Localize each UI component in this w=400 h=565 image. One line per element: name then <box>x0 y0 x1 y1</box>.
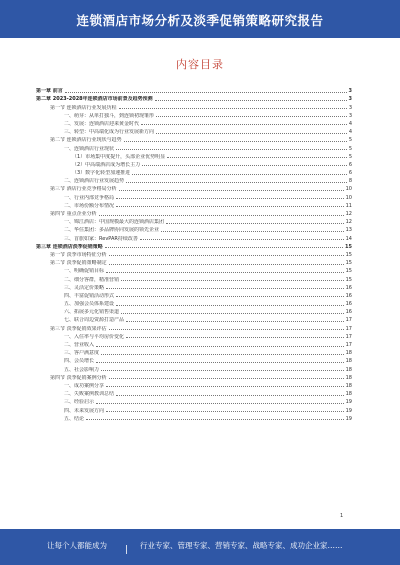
toc-leader-dots <box>126 182 347 183</box>
toc-entry-page: 18 <box>345 366 352 373</box>
toc-entry-title: 第四节 重点企业分析 <box>50 211 97 217</box>
toc-entry-title: 六、拓展多元化销售渠道 <box>64 309 120 316</box>
toc-leader-dots <box>126 337 344 338</box>
toc-entry-title: 第四节 淡季促销案例分析 <box>50 374 107 381</box>
toc-entry[interactable] <box>36 135 352 143</box>
toc-entry-page: 4 <box>348 120 352 127</box>
toc-entry-page: 13 <box>345 227 352 234</box>
toc-entry[interactable] <box>36 307 352 315</box>
toc-leader-dots <box>96 403 344 404</box>
footer-slogan-left: 让每个人都能成为 <box>47 541 107 550</box>
toc-entry-title: 一、成功案例分享 <box>64 382 105 389</box>
toc-entry-page: 18 <box>345 350 352 357</box>
toc-entry-title: 四、会员增长 <box>64 358 95 365</box>
toc-entry[interactable] <box>36 233 352 241</box>
toc-entry[interactable] <box>36 94 352 102</box>
toc-leader-dots <box>156 116 347 117</box>
toc-entry[interactable] <box>36 258 352 266</box>
toc-entry-title: 一、行业内部竞争格局 <box>64 194 115 201</box>
toc-entry[interactable] <box>36 168 352 176</box>
toc-entry-title: 第二章 2023-2028年连锁酒店市场前景及趋势预测 <box>36 96 153 103</box>
toc-entry[interactable] <box>36 176 352 184</box>
toc-entry-page: 8 <box>348 178 352 185</box>
toc-leader-dots <box>106 411 344 412</box>
toc-entry[interactable] <box>36 332 352 340</box>
toc-leader-dots <box>119 108 347 109</box>
toc-entry-title: 三、经验启示 <box>64 399 95 406</box>
toc-entry-page: 17 <box>345 325 352 332</box>
toc-leader-dots <box>124 141 347 142</box>
toc-entry[interactable] <box>36 119 352 127</box>
toc-entry-title: 一、锦江酒店：中国规模最大的连锁酒店集团 <box>64 219 165 226</box>
toc-leader-dots <box>167 157 347 158</box>
toc-leader-dots <box>116 296 344 297</box>
toc-entry-page: 3 <box>348 88 352 95</box>
toc-leader-dots <box>116 198 344 199</box>
toc-entry-title: 第三章 连锁酒店淡季促销策略 <box>36 243 103 250</box>
toc-entry-title: （3）数字化转型加速推进 <box>72 170 131 177</box>
toc-entry-page: 5 <box>348 145 352 152</box>
toc-entry-page: 12 <box>345 219 352 226</box>
footer-divider <box>126 545 127 554</box>
toc-entry-title: 五、社会影响力 <box>64 366 100 373</box>
toc-heading: 内容目录 <box>176 58 224 71</box>
toc-entry[interactable] <box>36 86 352 94</box>
toc-entry[interactable] <box>36 348 352 356</box>
toc-leader-dots <box>101 354 344 355</box>
report-header <box>0 0 400 38</box>
footer-slogan-right: 行业专家、管理专家、营销专家、战略专家、成功企业家…… <box>140 541 343 550</box>
toc-entry-title: 二、发展：连锁酒店迎来黄金时代 <box>64 120 140 127</box>
toc-leader-dots <box>109 264 344 265</box>
toc-leader-dots <box>86 419 344 420</box>
report-footer <box>0 529 400 565</box>
toc-entry-page: 15 <box>345 251 352 258</box>
toc-entry-title: 一、连锁酒店行业现状 <box>64 145 115 152</box>
toc-entry-title: 一、萌芽：从单打独斗，到连锁初现雏形 <box>64 112 155 119</box>
toc-entry-title: 四、丰富促销活动形式 <box>64 292 115 299</box>
toc-leader-dots <box>166 223 344 224</box>
page-number: 1 <box>340 513 344 519</box>
toc-leader-dots <box>161 231 344 232</box>
toc-entry-title: 三、客户满意度 <box>64 350 100 357</box>
toc-entry-page: 16 <box>345 301 352 308</box>
toc-entry[interactable] <box>36 102 352 110</box>
toc-leader-dots <box>116 149 347 150</box>
toc-entry[interactable] <box>36 160 352 168</box>
toc-leader-dots <box>106 386 344 387</box>
table-of-contents <box>36 86 352 422</box>
toc-leader-dots <box>121 280 344 281</box>
toc-entry-page: 16 <box>345 309 352 316</box>
toc-entry-page: 18 <box>345 374 352 381</box>
toc-entry-page: 14 <box>345 235 352 242</box>
toc-entry-page: 3 <box>348 96 352 103</box>
toc-entry-page: 12 <box>345 211 352 217</box>
toc-leader-dots <box>109 329 344 330</box>
toc-entry[interactable] <box>36 111 352 119</box>
toc-entry-title: 第一章 前言 <box>36 88 63 95</box>
toc-entry-page: 18 <box>345 382 352 389</box>
toc-entry-title: 四、未来发展方向 <box>64 407 105 414</box>
toc-entry[interactable] <box>36 143 352 151</box>
toc-leader-dots <box>141 124 347 125</box>
toc-entry-title: 第二节 连锁酒店行业现状与趋势 <box>50 137 122 144</box>
toc-leader-dots <box>65 92 347 93</box>
toc-entry-title: 第二节 淡季促销策略制定 <box>50 260 107 267</box>
toc-entry-title: 三、首旅如家：RevPAR持续改善 <box>64 235 138 242</box>
toc-entry-title: 第三节 淡季促销效果评估 <box>50 325 107 332</box>
toc-entry-page: 15 <box>345 276 352 283</box>
toc-leader-dots <box>116 206 344 207</box>
toc-entry[interactable] <box>36 291 352 299</box>
toc-entry-page: 16 <box>345 284 352 291</box>
toc-leader-dots <box>109 378 344 379</box>
toc-entry[interactable] <box>36 266 352 274</box>
toc-entry[interactable] <box>36 283 352 291</box>
toc-leader-dots <box>155 100 347 101</box>
toc-entry-page: 5 <box>348 137 352 144</box>
toc-entry-title: 二、华住集团：多品牌协同发展的领先企业 <box>64 227 160 234</box>
toc-entry[interactable] <box>36 152 352 160</box>
toc-leader-dots <box>156 133 347 134</box>
toc-entry-page: 5 <box>348 153 352 160</box>
toc-leader-dots <box>132 174 347 175</box>
toc-entry-title: 一、明确促销目标 <box>64 268 105 275</box>
toc-entry[interactable] <box>36 356 352 364</box>
toc-entry[interactable] <box>36 299 352 307</box>
toc-entry[interactable] <box>36 217 352 225</box>
toc-entry[interactable] <box>36 389 352 397</box>
toc-entry-title: 二、市场份额分布情况 <box>64 202 115 209</box>
toc-entry-title: 一、入住率与平均房价变化 <box>64 333 125 340</box>
toc-leader-dots <box>116 395 344 396</box>
toc-entry-title: 第一节 淡季市场特征分析 <box>50 251 107 258</box>
toc-leader-dots <box>96 362 344 363</box>
toc-leader-dots <box>116 305 344 306</box>
toc-entry-title: 五、结论 <box>64 415 85 422</box>
toc-entry[interactable] <box>36 201 352 209</box>
toc-entry[interactable] <box>36 274 352 282</box>
toc-entry[interactable] <box>36 381 352 389</box>
toc-entry[interactable] <box>36 397 352 405</box>
toc-entry-page: 17 <box>345 333 352 340</box>
toc-leader-dots <box>109 255 344 256</box>
toc-entry[interactable] <box>36 127 352 135</box>
toc-entry-page: 10 <box>345 186 352 193</box>
toc-entry-page: 17 <box>345 317 352 324</box>
toc-entry[interactable] <box>36 364 352 372</box>
toc-entry-title: 七、联合周边资源打造产品 <box>64 317 125 324</box>
toc-entry[interactable] <box>36 373 352 381</box>
toc-entry-page: 16 <box>345 292 352 299</box>
toc-leader-dots <box>99 215 344 216</box>
toc-entry-page: 6 <box>348 170 352 177</box>
toc-entry-title: （1）市场集中度提升，头部企业优势明显 <box>72 153 166 160</box>
toc-entry-title: （2）中高端酒店成为增长主力 <box>72 161 141 168</box>
toc-entry[interactable] <box>36 184 352 192</box>
toc-leader-dots <box>96 346 344 347</box>
toc-entry-page: 19 <box>345 399 352 406</box>
toc-entry-page: 6 <box>348 161 352 168</box>
toc-leader-dots <box>142 165 347 166</box>
toc-entry-title: 五、加强会员体系建设 <box>64 301 115 308</box>
toc-entry-title: 第三节 酒店行业竞争格局分析 <box>50 186 117 193</box>
toc-leader-dots <box>140 239 344 240</box>
toc-entry-page: 3 <box>348 112 352 119</box>
toc-entry-page: 19 <box>345 407 352 414</box>
toc-leader-dots <box>126 321 344 322</box>
toc-entry[interactable] <box>36 209 352 217</box>
toc-entry-title: 三、转型：中高端化成为行业发展新方向 <box>64 129 155 136</box>
toc-entry-title: 二、失败案例教训总结 <box>64 391 115 398</box>
toc-entry-title: 第一节 连锁酒店行业发展历程 <box>50 104 117 111</box>
toc-entry-page: 11 <box>345 202 352 209</box>
toc-entry-page: 18 <box>345 391 352 398</box>
toc-entry[interactable] <box>36 250 352 258</box>
toc-leader-dots <box>106 272 344 273</box>
toc-entry-page: 19 <box>345 415 352 422</box>
toc-entry[interactable] <box>36 323 352 331</box>
toc-entry-title: 二、连锁酒店行业发展趋势 <box>64 178 125 185</box>
toc-entry-page: 17 <box>345 342 352 348</box>
toc-leader-dots <box>121 313 344 314</box>
toc-leader-dots <box>105 247 343 248</box>
toc-entry-page: 3 <box>348 104 352 111</box>
toc-entry-page: 15 <box>345 243 352 250</box>
toc-entry[interactable] <box>36 405 352 413</box>
toc-entry-title: 二、细分客群，精准营销 <box>64 276 120 283</box>
toc-entry-page: 15 <box>345 268 352 275</box>
toc-entry-page: 10 <box>345 194 352 201</box>
toc-entry-page: 4 <box>348 129 352 136</box>
toc-leader-dots <box>119 190 344 191</box>
toc-entry-title: 三、灵活定价策略 <box>64 284 105 291</box>
report-title: 连锁酒店市场分析及淡季促销策略研究报告 <box>76 13 324 28</box>
toc-entry[interactable] <box>36 192 352 200</box>
toc-entry[interactable] <box>36 315 352 323</box>
toc-entry[interactable] <box>36 414 352 422</box>
toc-leader-dots <box>101 370 344 371</box>
toc-entry[interactable] <box>36 340 352 348</box>
toc-leader-dots <box>106 288 344 289</box>
toc-entry[interactable] <box>36 242 352 250</box>
toc-entry[interactable] <box>36 225 352 233</box>
toc-entry-page: 15 <box>345 260 352 267</box>
toc-entry-title: 二、营业收入 <box>64 342 95 348</box>
toc-entry-page: 18 <box>345 358 352 365</box>
